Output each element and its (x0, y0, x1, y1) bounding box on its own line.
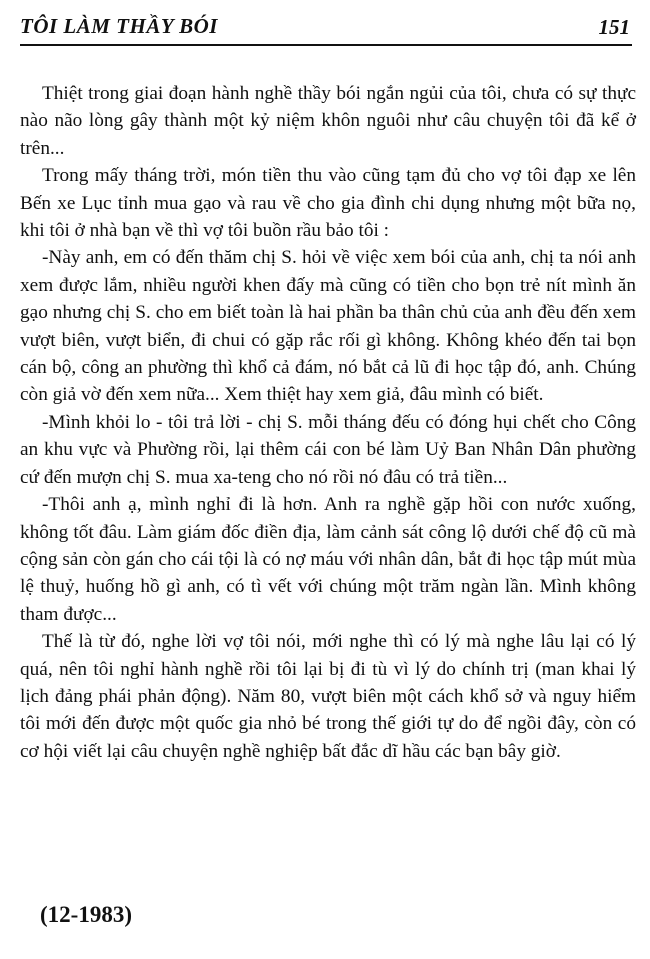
page-header (20, 12, 632, 46)
page-number: 151 (598, 15, 630, 39)
paragraph: Trong mấy tháng trời, món tiền thu vào cũng tạm đủ cho vợ tôi đạp xe lên Bến xe Lục tỉnh mua gạo và rau về cho gia đình chi dụng nhưng một bữa nọ, khi tôi ở nhà bạn về thì vợ tôi buồn rầu bảo tôi : (20, 165, 636, 242)
body-text (20, 80, 636, 765)
paragraph: -Mình khỏi lo - tôi trả lời - chị S. mỗi tháng đếu có đóng hụi chết cho Công an khu vực và Phường rồi, lại thêm cái con bé làm Uỷ Ban Nhân Dân phường cứ đến mượn chị S. mua xa-teng cho nó rồi nó đâu có trả tiền... (20, 411, 636, 488)
paragraph: Thế là từ đó, nghe lời vợ tôi nói, mới nghe thì có lý mà nghe lâu lại có lý quá, nên tôi nghỉ hành nghề rồi tôi lại bị đi tù vì lý do chính trị (man khai lý lịch đảng phái phản động). Năm 80, vượt biên một cách khổ sở và nguy hiểm tôi mới đến được một quốc gia nhỏ bé trong thế giới tự do để ngồi đây, còn có cơ hội viết lại câu chuyện nghề nghiệp bất đắc dĩ hầu các bạn bây giờ. (20, 631, 636, 762)
paragraph: Thiệt trong giai đoạn hành nghề thầy bói ngắn ngủi của tôi, chưa có sự thực nào não lòng gây thành một kỷ niệm khôn nguôi như câu chuyện tôi đã kể ở trên... (20, 83, 636, 159)
date-stamp: (12-1983) (40, 902, 132, 927)
paragraph: -Này anh, em có đến thăm chị S. hỏi về việc xem bói của anh, chị ta nói anh xem được lắm, nhiều người khen đấy mà cũng có tiền cho bọn trẻ nít mình ăn gạo nhưng chị S. cho em biết toàn là hai phần ba thân chủ của anh đều đến xem vượt biên, vượt biển, đi chui có gặp rắc rối gì không. Không khéo đến tai bọn cán bộ, công an phường thì khổ cả đám, nó bắt cả lũ đi học tập đó, anh. Chúng còn giả vờ đến xem nữa... Xem thiệt hay xem giả, đâu mình có biết. (20, 247, 636, 406)
paragraph: -Thôi anh ạ, mình nghỉ đi là hơn. Anh ra nghề gặp hồi con nước xuống, không tốt đâu. Làm giám đốc điền địa, làm cảnh sát công lộ dưới chế độ cũ mà cộng sản còn gán cho cái tội là có nợ máu với nhân dân, bắt đi học tập mút mùa lệ thuỷ, huống hồ gì anh, có tì vết với chúng một trăm ngàn lần. Mình không tham được... (20, 494, 636, 625)
running-title: TÔI LÀM THẦY BÓI (20, 14, 218, 38)
